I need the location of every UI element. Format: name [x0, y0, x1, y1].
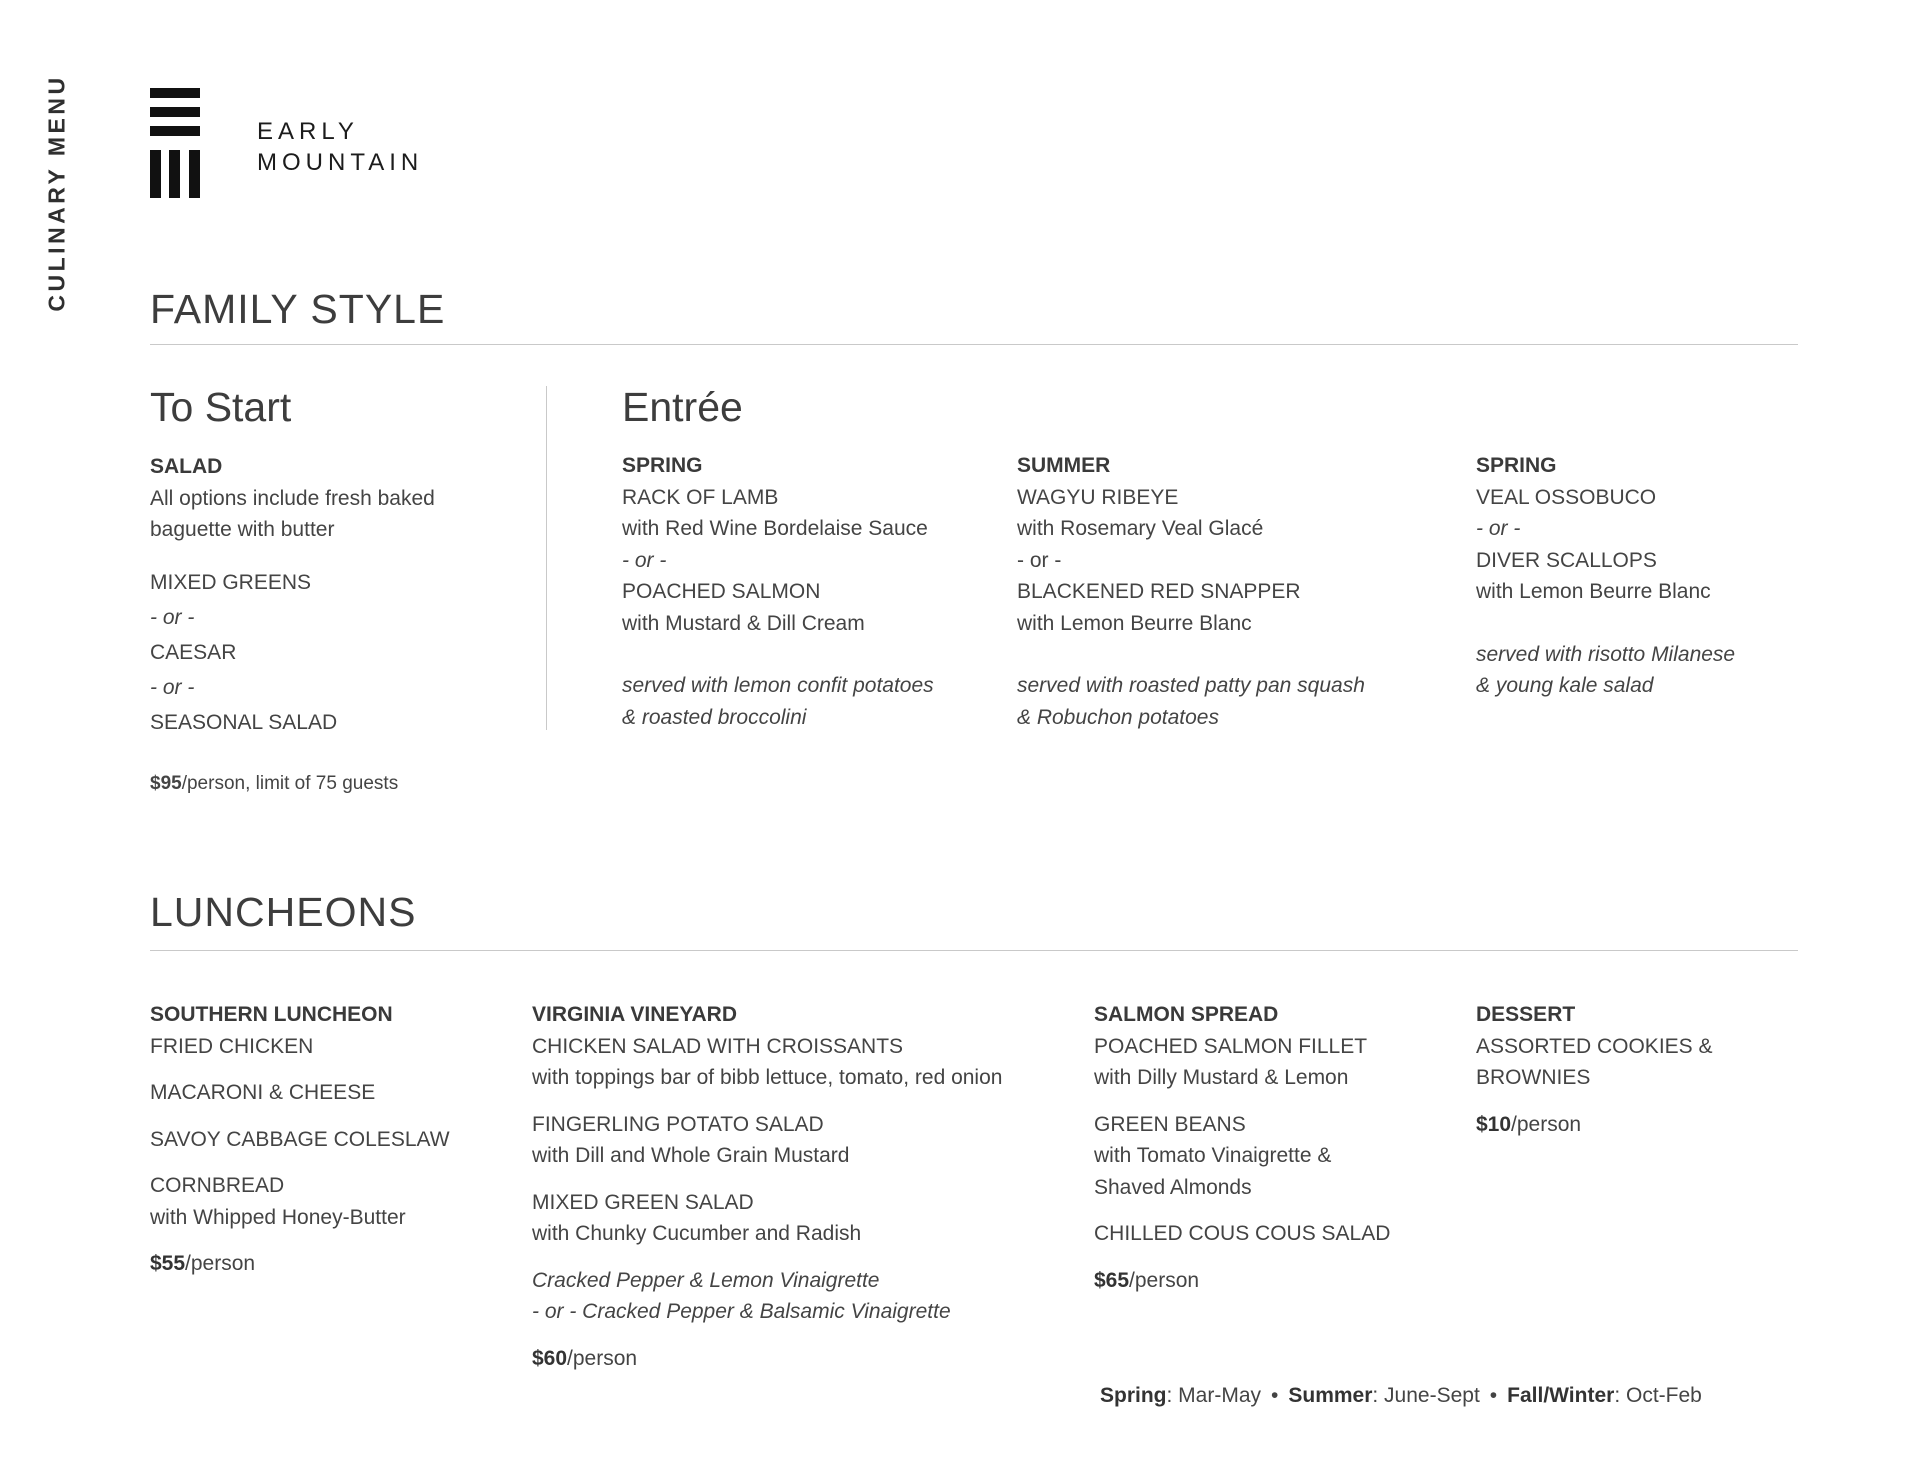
- separator-dot: •: [1489, 1384, 1498, 1407]
- menu-item: CHILLED COUS COUS SALAD: [1094, 1222, 1391, 1245]
- menu-item: MIXED GREEN SALAD: [532, 1190, 754, 1214]
- price-suffix: /person: [567, 1346, 638, 1370]
- salad-option: CAESAR: [150, 640, 237, 664]
- menu-item: SAVOY CABBAGE COLESLAW: [150, 1127, 450, 1151]
- season-legend: [1100, 1384, 1702, 1408]
- or-separator: - or -: [150, 675, 195, 699]
- luncheons-title: LUNCHEONS: [150, 889, 417, 935]
- dish-name: POACHED SALMON: [622, 580, 821, 603]
- salad-note-line-2: baguette with butter: [150, 518, 335, 541]
- entree-column-spring-2: [1476, 450, 1806, 702]
- side-label: CULINARY MENU: [43, 74, 70, 312]
- price-amount: $95: [150, 772, 182, 794]
- served-with: & Robuchon potatoes: [1017, 705, 1219, 729]
- season-heading: SUMMER: [1017, 454, 1111, 477]
- luncheon-price: [1094, 1265, 1454, 1297]
- luncheon-heading: SALMON SPREAD: [1094, 1003, 1279, 1026]
- to-start-title: To Start: [150, 384, 292, 430]
- season-value-spring: : Mar-May: [1166, 1384, 1261, 1407]
- or-separator: - or -: [1476, 517, 1521, 540]
- luncheon-price: [1476, 1109, 1806, 1141]
- luncheon-heading: SOUTHERN LUNCHEON: [150, 1003, 393, 1026]
- served-with: & young kale salad: [1476, 674, 1654, 697]
- entree-column-summer: [1017, 450, 1397, 733]
- or-separator: - or -: [622, 548, 667, 572]
- season-heading: SPRING: [1476, 454, 1557, 477]
- price-suffix: /person: [1129, 1268, 1200, 1292]
- menu-item: GREEN BEANS: [1094, 1112, 1246, 1136]
- menu-item-description: Shaved Almonds: [1094, 1175, 1252, 1199]
- dish-name: BLACKENED RED SNAPPER: [1017, 580, 1301, 603]
- menu-item: ASSORTED COOKIES &: [1476, 1034, 1713, 1058]
- brand-line-1: EARLY: [257, 118, 359, 145]
- dish-name: DIVER SCALLOPS: [1476, 548, 1657, 572]
- brand-logo-icon: [150, 88, 200, 198]
- salad-heading: SALAD: [150, 455, 223, 478]
- menu-item-description: with Chunky Cucumber and Radish: [532, 1222, 862, 1245]
- price-amount: $60: [532, 1346, 568, 1370]
- salad-option: SEASONAL SALAD: [150, 710, 338, 734]
- served-with: served with roasted patty pan squash: [1017, 674, 1365, 697]
- brand-name: [257, 116, 423, 178]
- dish-description: with Red Wine Bordelaise Sauce: [622, 517, 928, 540]
- menu-item: BROWNIES: [1476, 1066, 1591, 1089]
- entree-title: Entrée: [622, 384, 743, 430]
- salad-note-line-1: All options include fresh baked: [150, 486, 435, 510]
- served-with: served with risotto Milanese: [1476, 642, 1736, 666]
- family-style-price: [150, 768, 480, 800]
- price-amount: $55: [150, 1252, 186, 1275]
- season-heading: SPRING: [622, 454, 703, 477]
- price-suffix: /person, limit of 75 guests: [181, 772, 399, 794]
- dish-name: VEAL OSSOBUCO: [1476, 485, 1657, 509]
- salad-option: MIXED GREENS: [150, 570, 312, 594]
- menu-item-description: with Dilly Mustard & Lemon: [1094, 1066, 1349, 1089]
- menu-item: MACARONI & CHEESE: [150, 1081, 376, 1104]
- season-label-spring: Spring: [1100, 1384, 1167, 1407]
- luncheon-price: [150, 1248, 500, 1280]
- luncheon-heading: DESSERT: [1476, 1003, 1576, 1026]
- menu-item: FINGERLING POTATO SALAD: [532, 1112, 824, 1136]
- dish-description: with Mustard & Dill Cream: [622, 611, 865, 635]
- dressing-option: - or - Cracked Pepper & Balsamic Vinaigrette: [532, 1300, 951, 1323]
- menu-item-description: with Tomato Vinaigrette &: [1094, 1144, 1332, 1167]
- column-divider: [546, 386, 547, 730]
- menu-item: FRIED CHICKEN: [150, 1034, 314, 1058]
- menu-item: CHICKEN SALAD WITH CROISSANTS: [532, 1034, 904, 1058]
- menu-item-description: with Dill and Whole Grain Mustard: [532, 1144, 850, 1167]
- price-amount: $10: [1476, 1112, 1512, 1136]
- menu-item-description: with Whipped Honey-Butter: [150, 1205, 406, 1229]
- dish-description: with Rosemary Veal Glacé: [1017, 517, 1264, 540]
- luncheons-divider: [150, 950, 1798, 951]
- separator-dot: •: [1271, 1384, 1279, 1407]
- season-value-fall-winter: : Oct-Feb: [1614, 1384, 1702, 1407]
- price-amount: $65: [1094, 1268, 1130, 1292]
- family-style-divider: [150, 344, 1798, 345]
- or-separator: - or -: [150, 605, 195, 629]
- dish-name: RACK OF LAMB: [622, 485, 779, 509]
- menu-item-description: with toppings bar of bibb lettuce, tomato, red onion: [532, 1066, 1003, 1089]
- family-style-title: FAMILY STYLE: [150, 286, 446, 332]
- virginia-vineyard-block: [532, 999, 1072, 1374]
- dish-description: with Lemon Beurre Blanc: [1017, 611, 1252, 635]
- dish-description: with Lemon Beurre Blanc: [1476, 580, 1711, 603]
- served-with: & roasted broccolini: [622, 705, 807, 729]
- served-with: served with lemon confit potatoes: [622, 674, 934, 697]
- dessert-block: [1476, 999, 1806, 1140]
- entree-column-spring: [622, 450, 982, 733]
- brand-line-2: MOUNTAIN: [257, 149, 424, 176]
- luncheon-price: [532, 1343, 1072, 1375]
- dressing-option: Cracked Pepper & Lemon Vinaigrette: [532, 1268, 880, 1292]
- salmon-spread-block: [1094, 999, 1454, 1296]
- southern-luncheon-block: [150, 999, 500, 1280]
- luncheon-heading: VIRGINIA VINEYARD: [532, 1003, 737, 1026]
- or-separator: - or -: [1017, 548, 1062, 572]
- price-suffix: /person: [185, 1252, 256, 1275]
- dish-name: WAGYU RIBEYE: [1017, 485, 1179, 509]
- season-label-fall-winter: Fall/Winter: [1507, 1384, 1615, 1407]
- season-value-summer: : June-Sept: [1372, 1384, 1480, 1407]
- to-start-block: [150, 451, 480, 799]
- price-suffix: /person: [1511, 1112, 1582, 1136]
- menu-item: CORNBREAD: [150, 1174, 285, 1197]
- season-label-summer: Summer: [1288, 1384, 1373, 1407]
- menu-item: POACHED SALMON FILLET: [1094, 1034, 1368, 1058]
